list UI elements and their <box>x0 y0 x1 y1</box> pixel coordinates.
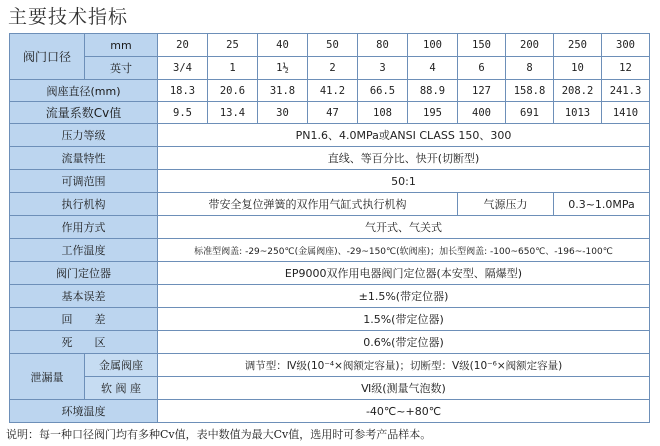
leakage-label: 泄漏量 <box>10 354 85 400</box>
actuator-value: 带安全复位弹簧的双作用气缸式执行机构 <box>158 193 458 216</box>
env-temp-label: 环境温度 <box>10 400 158 423</box>
inch-value: 6 <box>458 57 506 80</box>
mm-value: 150 <box>458 34 506 57</box>
hysteresis-value: 1.5%(带定位器) <box>158 308 650 331</box>
inch-value: 12 <box>602 57 650 80</box>
seat-diameter-value: 31.8 <box>258 80 308 102</box>
mm-value: 40 <box>258 34 308 57</box>
inch-value: 4 <box>408 57 458 80</box>
valve-size-label: 阀门口径 <box>10 34 85 80</box>
positioner-value: EP9000双作用电器阀门定位器(本安型、隔爆型) <box>158 262 650 285</box>
mm-value: 300 <box>602 34 650 57</box>
seat-diameter-value: 20.6 <box>208 80 258 102</box>
pressure-label: 压力等级 <box>10 124 158 147</box>
seat-diameter-value: 208.2 <box>554 80 602 102</box>
basic-error-value: ±1.5%(带定位器) <box>158 285 650 308</box>
seat-diameter-label: 阀座直径(mm) <box>10 80 158 102</box>
soft-seat-label: 软 阀 座 <box>85 377 158 400</box>
basic-error-label: 基本误差 <box>10 285 158 308</box>
temp-label: 工作温度 <box>10 239 158 262</box>
hysteresis-label: 回 差 <box>10 308 158 331</box>
seat-diameter-value: 127 <box>458 80 506 102</box>
metal-seat-value: 调节型：Ⅳ级(10⁻⁴×阀额定容量)；切断型：Ⅴ级(10⁻⁶×阀额定容量) <box>158 354 650 377</box>
mm-value: 250 <box>554 34 602 57</box>
mm-value: 25 <box>208 34 258 57</box>
cv-value: 691 <box>506 102 554 124</box>
cv-value: 30 <box>258 102 308 124</box>
metal-seat-label: 金属阀座 <box>85 354 158 377</box>
cv-value: 13.4 <box>208 102 258 124</box>
flow-char-label: 流量特性 <box>10 147 158 170</box>
inch-value: 3/4 <box>158 57 208 80</box>
positioner-label: 阀门定位器 <box>10 262 158 285</box>
cv-value: 47 <box>308 102 358 124</box>
seat-diameter-value: 88.9 <box>408 80 458 102</box>
mm-label: mm <box>85 34 158 57</box>
deadband-label: 死 区 <box>10 331 158 354</box>
spec-table <box>9 33 650 423</box>
mm-value: 100 <box>408 34 458 57</box>
deadband-value: 0.6%(带定位器) <box>158 331 650 354</box>
inch-value: 2 <box>308 57 358 80</box>
cv-value: 195 <box>408 102 458 124</box>
pressure-value: PN1.6、4.0MPa或ANSI CLASS 150、300 <box>158 124 650 147</box>
cv-value: 108 <box>358 102 408 124</box>
cv-value: 9.5 <box>158 102 208 124</box>
air-source-label: 气源压力 <box>458 193 554 216</box>
air-source-value: 0.3~1.0MPa <box>554 193 650 216</box>
cv-value: 1013 <box>554 102 602 124</box>
mm-value: 200 <box>506 34 554 57</box>
range-label: 可调范围 <box>10 170 158 193</box>
action-label: 作用方式 <box>10 216 158 239</box>
seat-diameter-value: 18.3 <box>158 80 208 102</box>
footnote: 说明：每一种口径阀门均有多种Cv值，表中数值为最大Cv值，选用时可参考产品样本。 <box>6 428 432 441</box>
cv-value: 400 <box>458 102 506 124</box>
temp-value: 标准型阀盖: -29~250℃(金属阀座)、-29~150℃(软阀座)；加长型阀盖: -100~650℃、-196~-100℃ <box>158 239 650 262</box>
cv-label: 流量系数Cv值 <box>10 102 158 124</box>
cv-value: 1410 <box>602 102 650 124</box>
action-value: 气开式、气关式 <box>158 216 650 239</box>
actuator-label: 执行机构 <box>10 193 158 216</box>
range-value: 50:1 <box>158 170 650 193</box>
inch-label: 英寸 <box>85 57 158 80</box>
inch-value: 1 <box>208 57 258 80</box>
soft-seat-value: Ⅵ级(测量气泡数) <box>158 377 650 400</box>
seat-diameter-value: 158.8 <box>506 80 554 102</box>
inch-value: 8 <box>506 57 554 80</box>
page-title: 主要技术指标 <box>8 6 129 28</box>
seat-diameter-value: 241.3 <box>602 80 650 102</box>
mm-value: 50 <box>308 34 358 57</box>
flow-char-value: 直线、等百分比、快开(切断型) <box>158 147 650 170</box>
inch-value: 10 <box>554 57 602 80</box>
mm-value: 80 <box>358 34 408 57</box>
seat-diameter-value: 66.5 <box>358 80 408 102</box>
mm-value: 20 <box>158 34 208 57</box>
inch-value: 1½ <box>258 57 308 80</box>
env-temp-value: -40℃~+80℃ <box>158 400 650 423</box>
inch-value: 3 <box>358 57 408 80</box>
seat-diameter-value: 41.2 <box>308 80 358 102</box>
